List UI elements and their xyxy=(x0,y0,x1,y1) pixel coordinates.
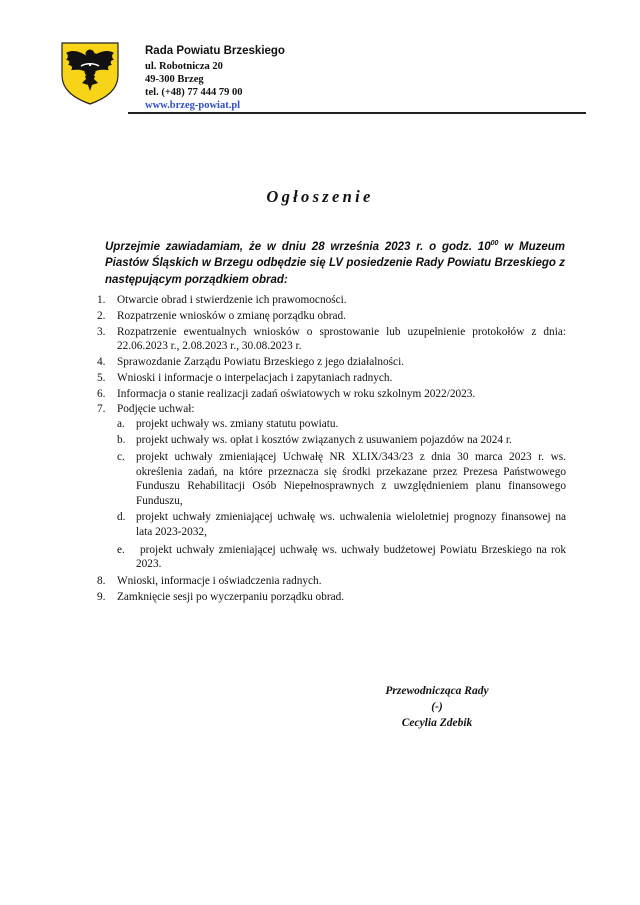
agenda-item-text: Otwarcie obrad i stwierdzenie ich prawomocności. xyxy=(117,294,347,306)
resolution-text: projekt uchwały zmieniającej Uchwałę NR XLIX/343/23 z dnia 30 marca 2023 r. ws. określenia zadań, na które przeznacza się środki przekazane przez Prezesa Państwowego Funduszu Rehabilitacji Osób Niepełnosprawnych z uwzględnieniem planu finansowego Funduszu, xyxy=(136,451,566,507)
resolution-item xyxy=(0,543,566,572)
resolution-letter: d. xyxy=(117,511,126,524)
agenda-item xyxy=(0,355,566,370)
agenda-item-number: 2. xyxy=(97,309,106,322)
agenda-item-text: Podjęcie uchwał: xyxy=(117,403,195,416)
agenda-list xyxy=(0,293,640,604)
document-title: Ogłoszenie xyxy=(266,187,374,206)
intro-venue-text: w Muzeum Piastów Śląskich w Brzegu odbędzie się LV posiedzenie Rady Powiatu Brzeskiego z następującym porządkiem obrad: xyxy=(105,240,565,286)
agenda-item-number: 6. xyxy=(97,387,106,400)
agenda-item xyxy=(0,590,566,605)
signatory-name: Cecylia Zdebik xyxy=(401,717,473,729)
county-crest-emblem xyxy=(60,41,120,105)
agenda-item-number: 5. xyxy=(97,371,106,384)
agenda-item-number: 7. xyxy=(97,403,106,416)
agenda-item xyxy=(0,387,566,402)
resolution-text: projekt uchwały zmieniającej uchwałę ws. uchwalenia wieloletniej prognozy finansowej na lata 2023-2032, xyxy=(136,511,566,539)
intro-paragraph xyxy=(105,236,565,288)
agenda-item xyxy=(0,309,566,324)
agenda-item-text: Wnioski i informacje o interpelacjach i zapytaniach radnych. xyxy=(117,371,393,384)
resolution-text: projekt uchwały zmieniającej uchwałę ws. uchwały budżetowej Powiatu Brzeskiego na rok 2023. xyxy=(136,543,566,571)
resolution-letter: c. xyxy=(117,451,125,464)
resolution-letter: b. xyxy=(117,434,126,447)
resolution-item xyxy=(0,510,566,539)
agenda-item-text: Wnioski, informacje i oświadczenia radnych. xyxy=(117,574,322,587)
agenda-item-number: 8. xyxy=(97,574,106,587)
website-link[interactable]: www.brzeg-powiat.pl xyxy=(145,100,241,111)
header-divider xyxy=(128,112,586,114)
address-city: 49-300 Brzeg xyxy=(145,74,204,85)
resolution-item xyxy=(0,450,566,508)
agenda-item xyxy=(0,325,566,354)
agenda-item-text: Rozpatrzenie wniosków o zmianę porządku obrad. xyxy=(117,309,346,322)
agenda-item xyxy=(0,574,566,589)
agenda-item-number: 4. xyxy=(97,355,106,368)
agenda-item-text: Sprawozdanie Zarządu Powiatu Brzeskiego z jego działalności. xyxy=(117,355,405,368)
resolution-item xyxy=(0,433,566,448)
address-street: ul. Robotnicza 20 xyxy=(145,61,223,72)
agenda-item-text: Informacja o stanie realizacji zadań oświatowych w roku szkolnym 2022/2023. xyxy=(117,387,476,400)
signatory-role: Przewodnicząca Rady xyxy=(385,685,489,697)
agenda-item xyxy=(0,371,566,386)
phone-number: tel. (+48) 77 444 79 00 xyxy=(145,87,243,98)
intro-date-text: Uprzejmie zawiadamiam, że w dniu 28 września 2023 r. o godz. 10 xyxy=(105,240,491,253)
resolution-text: projekt uchwały ws. zmiany statutu powiatu. xyxy=(136,417,339,430)
agenda-item xyxy=(0,402,566,417)
agenda-item-text: Rozpatrzenie ewentualnych wniosków o sprostowanie lub uzupełnienie protokołów z dnia: 22.06.2023 r., 2.08.2023 r., 30.08.2023 r. xyxy=(117,325,566,353)
resolution-letter: a. xyxy=(117,417,125,430)
signature-mark: (-) xyxy=(431,701,443,713)
agenda-item-number: 3. xyxy=(97,325,106,338)
signature-block xyxy=(372,683,502,731)
letterhead xyxy=(145,45,445,112)
resolution-letter: e. xyxy=(117,543,125,556)
agenda-item-number: 1. xyxy=(97,294,106,306)
agenda-item-text: Zamknięcie sesji po wyczerpaniu porządku obrad. xyxy=(117,590,345,603)
organization-name: Rada Powiatu Brzeskiego xyxy=(145,45,285,57)
intro-time-minutes: 00 xyxy=(490,240,499,247)
resolution-text: projekt uchwały ws. opłat i kosztów związanych z usuwaniem pojazdów na 2024 r. xyxy=(136,434,512,447)
agenda-item-number: 9. xyxy=(97,590,106,603)
agenda-item xyxy=(0,293,566,308)
resolution-item xyxy=(0,417,566,432)
